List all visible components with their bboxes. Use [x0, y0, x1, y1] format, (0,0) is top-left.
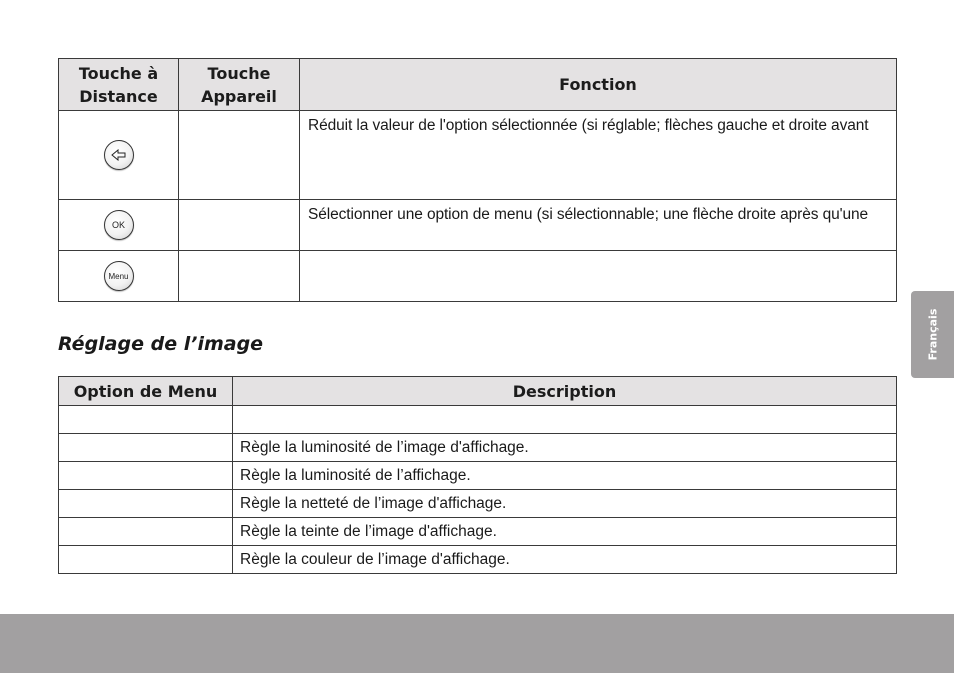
table-row [59, 251, 897, 302]
remote-keys-table [58, 58, 897, 302]
description-cell: Règle la couleur de l’image d'affichage. [233, 546, 897, 574]
device-key-cell [179, 251, 300, 302]
menu-header-row [59, 377, 897, 406]
left-arrow-button-icon [104, 140, 134, 170]
description-cell: Règle la luminosité de l’image d'affichage. [233, 434, 897, 462]
header-remote-key-line1: Touche à [78, 63, 159, 83]
ok-button-icon [104, 210, 134, 240]
menu-options-table [58, 376, 897, 574]
function-cell: Sélectionner une option de menu (si sélectionnable; une flèche droite après qu'une [300, 200, 897, 251]
ok-button-label: OK [111, 220, 125, 230]
header-device-key-line1: Touche [207, 63, 271, 83]
header-device-key [179, 59, 300, 111]
table-row [59, 200, 897, 251]
device-key-cell [179, 111, 300, 200]
footer-bar [0, 614, 954, 673]
section-title: Réglage de l’image [58, 333, 264, 355]
function-cell: Réduit la valeur de l'option sélectionnée (si réglable; flèches gauche et droite avant [300, 111, 897, 200]
description-cell: Règle la luminosité de l’affichage. [233, 462, 897, 490]
function-cell [300, 251, 897, 302]
option-cell [59, 462, 233, 490]
remote-key-cell [59, 200, 179, 251]
table-row [59, 111, 897, 200]
header-description: Description [233, 377, 897, 406]
header-menu-option: Option de Menu [59, 377, 233, 406]
option-cell [59, 518, 233, 546]
header-function: Fonction [300, 59, 897, 111]
table-row [59, 546, 897, 574]
table-row [59, 434, 897, 462]
language-tab-label: Français [926, 308, 940, 361]
description-cell: Règle la netteté de l’image d'affichage. [233, 490, 897, 518]
keys-header-row [59, 59, 897, 111]
menu-button-label: Menu [108, 271, 129, 281]
device-key-cell [179, 200, 300, 251]
table-row [59, 518, 897, 546]
table-row [59, 490, 897, 518]
option-cell [59, 406, 233, 434]
table-row [59, 462, 897, 490]
option-cell [59, 434, 233, 462]
remote-key-cell [59, 251, 179, 302]
header-remote-key [59, 59, 179, 111]
remote-key-cell [59, 111, 179, 200]
header-remote-key-line2: Distance [79, 86, 158, 106]
header-device-key-line2: Appareil [201, 86, 277, 106]
language-tab [911, 291, 954, 378]
option-cell [59, 546, 233, 574]
description-cell: Règle la teinte de l’image d'affichage. [233, 518, 897, 546]
table-row [59, 406, 897, 434]
description-cell [233, 406, 897, 434]
menu-button-icon [104, 261, 134, 291]
left-arrow-glyph [111, 149, 127, 161]
option-cell [59, 490, 233, 518]
